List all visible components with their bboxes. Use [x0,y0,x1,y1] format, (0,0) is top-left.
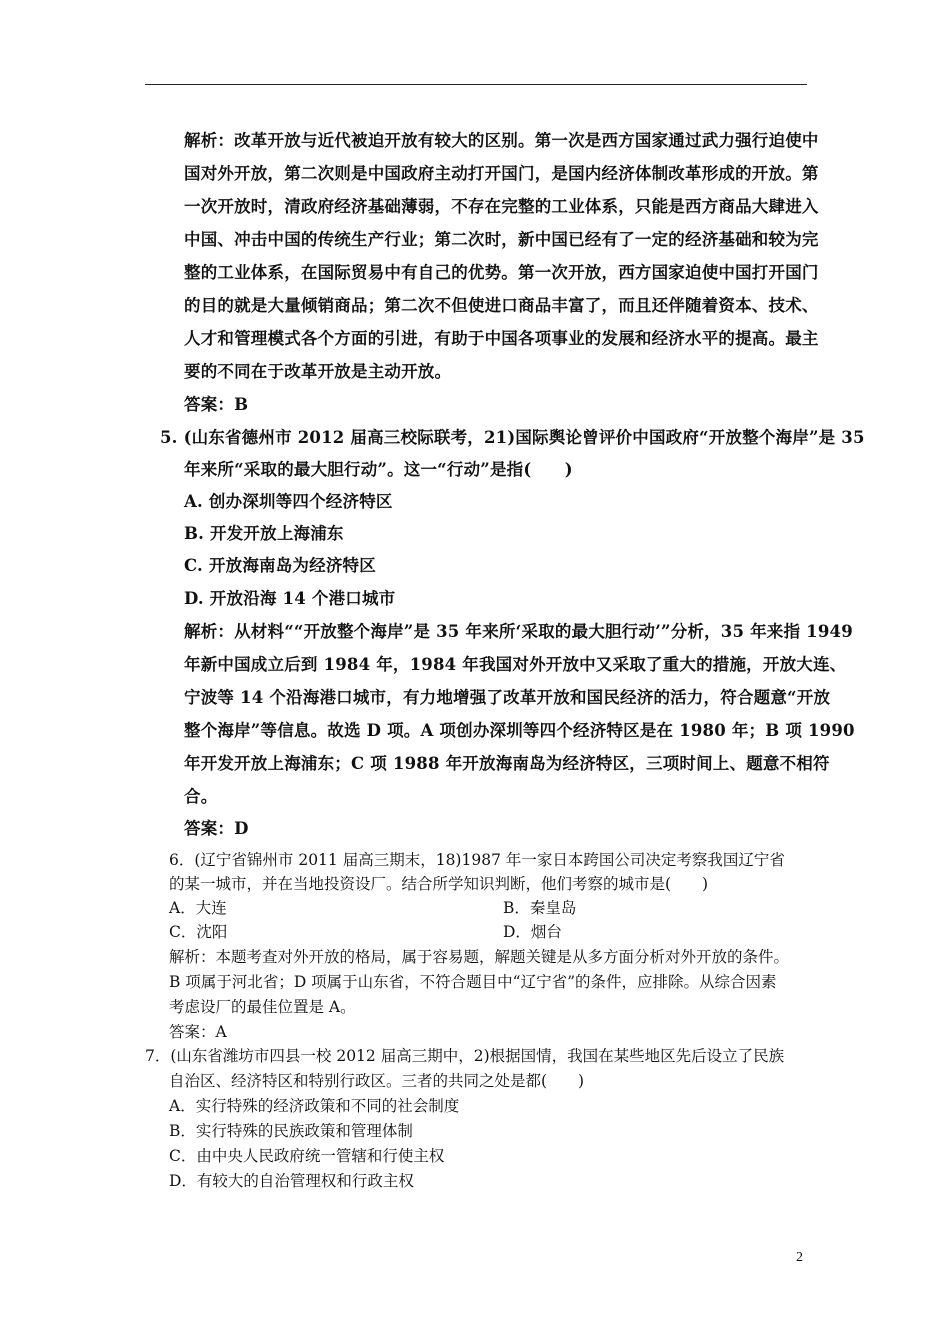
q6-option-a: A．大连 [169,899,227,917]
q4-explanation-line: 要的不同在于改革开放是主动开放。 [184,362,452,381]
q4-explanation-line: 国对外开放，第二次则是中国政府主动打开国门，是国内经济体制改革形成的开放。第 [184,164,819,183]
q4-explanation-line: 的目的就是大量倾销商品；第二次不但使进口商品丰富了，而且还伴随着资本、技术、 [184,296,819,315]
q6-option-b: B．秦皇岛 [503,899,577,917]
q4-explanation-line: 解析：改革开放与近代被迫开放有较大的区别。第一次是西方国家通过武力强行迫使中 [184,131,819,150]
q5-stem-line: 5. (山东省德州市 2012 届高三校际联考，21)国际舆论曾评价中国政府“开放整个海岸”是 35 [160,428,865,447]
q6-option-d: D．烟台 [503,923,562,941]
q5-answer: 答案：D [184,819,249,838]
q6-stem-line: 的某一城市，并在当地投资设厂。结合所学知识判断，他们考察的城市是( ) [169,875,709,893]
q6-answer: 答案：A [169,1023,227,1041]
q7-option-b: B．实行特殊的民族政策和管理体制 [169,1122,413,1140]
header-rule [145,84,807,85]
q5-option-b: B. 开发开放上海浦东 [184,524,344,543]
q7-stem-line: 7．(山东省潍坊市四县一校 2012 届高三期中，2)根据国情，我国在某些地区先后设立了民族 [145,1047,785,1065]
q5-option-a: A. 创办深圳等四个经济特区 [184,492,393,511]
q4-explanation-line: 一次开放时，清政府经济基础薄弱，不存在完整的工业体系，只能是西方商品大肆进入 [184,197,819,216]
q6-stem-line: 6．(辽宁省锦州市 2011 届高三期末，18)1987 年一家日本跨国公司决定考察我国辽宁省 [169,851,785,869]
q5-explanation-line: 年开发开放上海浦东；C 项 1988 年开放海南岛为经济特区，三项时间上、题意不相符 [184,754,830,773]
q6-option-c: C．沈阳 [169,923,228,941]
q7-option-d: D．有较大的自治管理权和行政主权 [169,1172,414,1190]
q4-explanation-line: 整的工业体系，在国际贸易中有自己的优势。第一次开放，西方国家迫使中国打开国门 [184,263,819,282]
page-number: 2 [796,1250,803,1265]
q5-explanation-line: 合。 [184,787,218,806]
q5-explanation-line: 年新中国成立后到 1984 年，1984 年我国对外开放中又采取了重大的措施，开放大连、 [184,655,847,674]
q6-explanation-line: 解析：本题考查对外开放的格局，属于容易题，解题关键是从多方面分析对外开放的条件。 [169,948,790,966]
q5-explanation-line: 宁波等 14 个沿海港口城市，有力地增强了改革开放和国民经济的活力，符合题意“开放 [184,688,831,707]
q4-explanation-line: 人才和管理模式各个方面的引进，有助于中国各项事业的发展和经济水平的提高。最主 [184,329,819,348]
q7-option-c: C．由中央人民政府统一管辖和行使主权 [169,1147,445,1165]
q7-option-a: A．实行特殊的经济政策和不同的社会制度 [169,1097,460,1115]
q4-answer: 答案：B [184,395,249,414]
q5-stem-line: 年来所“采取的最大胆行动”。这一“行动”是指( ) [184,460,573,479]
q6-explanation-line: 考虑设厂的最佳位置是 A。 [169,998,356,1016]
q5-explanation-line: 整个海岸”等信息。故选 D 项。A 项创办深圳等四个经济特区是在 1980 年；B 项 1990 [184,721,855,740]
q4-explanation-line: 中国、冲击中国的传统生产行业；第二次时，新中国已经有了一定的经济基础和较为完 [184,230,819,249]
q6-explanation-line: B 项属于河北省；D 项属于山东省，不符合题目中“辽宁省”的条件，应排除。从综合因素 [169,973,777,991]
q5-option-c: C. 开放海南岛为经济特区 [184,556,376,575]
q7-stem-line: 自治区、经济特区和特别行政区。三者的共同之处是都( ) [169,1072,585,1090]
q5-explanation-line: 解析：从材料““开放整个海岸”是 35 年来所‘采取的最大胆行动’”分析，35 年来指 1949 [184,622,853,641]
q5-option-d: D. 开放沿海 14 个港口城市 [184,589,396,608]
